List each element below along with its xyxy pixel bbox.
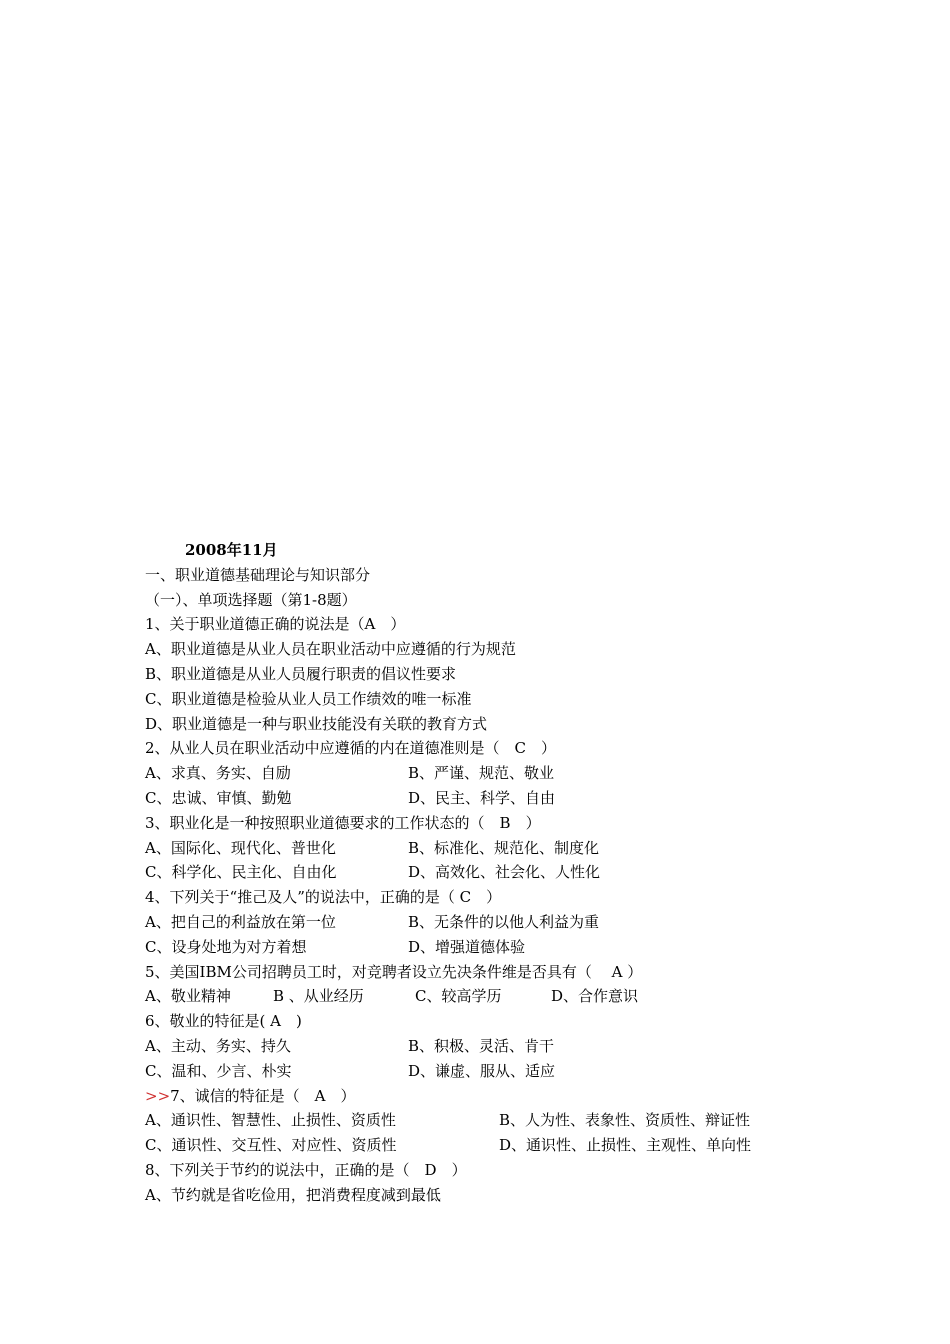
question-3-option-a: A、国际化、现代化、普世化 <box>145 838 336 857</box>
question-3-options-ab <box>145 836 845 861</box>
question-7-option-d: D、通识性、止损性、主观性、单向性 <box>499 1136 752 1155</box>
question-5-stem: 5、美国IBM公司招聘员工时，对竞聘者设立先决条件维是否具有（ A ） <box>145 962 643 981</box>
question-3-option-d: D、高效化、社会化、人性化 <box>408 863 601 882</box>
question-1-option-c: C、职业道德是检验从业人员工作绩效的唯一标准 <box>145 689 472 708</box>
question-7-option-c: C、通识性、交互性、对应性、资质性 <box>145 1136 397 1155</box>
document-body <box>145 538 845 1208</box>
question-2-option-a: A、求真、务实、自励 <box>145 764 291 783</box>
question-3-stem: 3、职业化是一种按照职业道德要求的工作状态的（ B ） <box>145 813 541 832</box>
question-8-stem: 8、下列关于节约的说法中，正确的是（ D ） <box>145 1160 467 1179</box>
question-5-option-d: D、合作意识 <box>551 987 639 1006</box>
question-4-option-d: D、增强道德体验 <box>408 937 526 956</box>
question-1-option-d: D、职业道德是一种与职业技能没有关联的教育方式 <box>145 714 488 733</box>
document-title: 2008年11月 <box>185 541 278 559</box>
question-6-option-c: C、温和、少言、朴实 <box>145 1061 292 1080</box>
question-7-stem-line <box>145 1084 845 1109</box>
question-6-stem: 6、敬业的特征是( A ) <box>145 1012 302 1031</box>
question-7-options-ab <box>145 1108 845 1133</box>
question-1-option-b: B、职业道德是从业人员履行职责的倡议性要求 <box>145 664 457 683</box>
question-8-option-a: A、节约就是省吃俭用，把消费程度减到最低 <box>145 1185 441 1204</box>
question-4-option-b: B、无条件的以他人利益为重 <box>408 912 600 931</box>
question-2-options-cd <box>145 786 845 811</box>
question-2-option-c: C、忠诚、审慎、勤勉 <box>145 788 292 807</box>
question-6-options-cd <box>145 1059 845 1084</box>
question-6-options-ab <box>145 1034 845 1059</box>
question-5-option-a: A、敬业精神 <box>145 987 231 1006</box>
question-7-options-cd <box>145 1133 845 1158</box>
question-4-stem: 4、下列关于“推己及人”的说法中，正确的是（ C ） <box>145 888 502 907</box>
question-5-option-c: C、较高学历 <box>415 987 502 1006</box>
question-4-options-ab <box>145 910 845 935</box>
question-7-option-a: A、通识性、智慧性、止损性、资质性 <box>145 1111 396 1130</box>
question-3-option-b: B、标准化、规范化、制度化 <box>408 838 600 857</box>
question-7-stem: 7、诚信的特征是（ A ） <box>170 1086 356 1105</box>
question-1-option-a: A、职业道德是从业人员在职业活动中应遵循的行为规范 <box>145 640 516 659</box>
section-heading: 一、职业道德基础理论与知识部分 <box>145 565 371 584</box>
question-6-option-d: D、谦虚、服从、适应 <box>408 1061 556 1080</box>
question-1-stem: 1、关于职业道德正确的说法是（A ） <box>145 615 406 634</box>
question-2-stem: 2、从业人员在职业活动中应遵循的内在道德准则是（ C ） <box>145 739 557 758</box>
subsection-heading: （一）、单项选择题（第1-8题） <box>145 590 357 609</box>
question-6-option-b: B、积极、灵活、肯干 <box>408 1036 555 1055</box>
question-7-marker: >> <box>145 1086 171 1105</box>
question-5-options <box>145 984 845 1009</box>
question-6-option-a: A、主动、务实、持久 <box>145 1036 291 1055</box>
question-2-option-b: B、严谨、规范、敬业 <box>408 764 555 783</box>
question-2-options-ab <box>145 761 845 786</box>
question-4-option-c: C、设身处地为对方着想 <box>145 937 307 956</box>
question-3-options-cd <box>145 860 845 885</box>
question-4-option-a: A、把自己的利益放在第一位 <box>145 912 336 931</box>
question-5-option-b: B 、从业经历 <box>273 987 364 1006</box>
question-3-option-c: C、科学化、民主化、自由化 <box>145 863 337 882</box>
question-7-option-b: B、人为性、表象性、资质性、辩证性 <box>499 1111 751 1130</box>
question-2-option-d: D、民主、科学、自由 <box>408 788 556 807</box>
question-4-options-cd <box>145 935 845 960</box>
